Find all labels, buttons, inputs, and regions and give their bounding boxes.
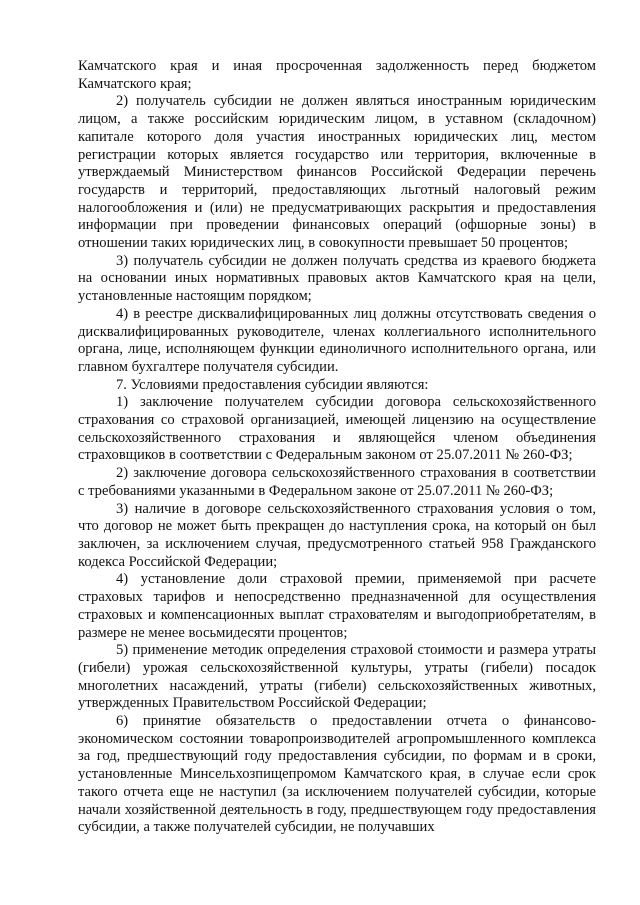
document-page <box>78 58 596 837</box>
paragraph-condition-4-premium-share: 4) установление доли страховой премии, применяемой при расчете страховых тарифов и непосредственно предназначенной для осуществления страховых и компенсационных выплат страхователям и выгодоприобретателям, в размере не менее восьмидесяти процентов; <box>78 571 596 641</box>
paragraph-continuation: Камчатского края и иная просроченная задолженность перед бюджетом Камчатского края; <box>78 58 596 92</box>
paragraph-section-7-heading: 7. Условиями предоставления субсидии являются: <box>116 376 429 393</box>
paragraph-item-3-regional-budget: 3) получатель субсидии не должен получать средства из краевого бюджета на основании иных нормативных правовых актов Камчатского края на цели, установленные настоящим порядком; <box>78 252 596 305</box>
paragraph-condition-1-insurance-contract: 1) заключение получателем субсидии договора сельскохозяйственного страхования со страховой организацией, имеющей лицензию на осуществление сельскохозяйственного страхования и являющейся членом объединения страховщиков в соответствии с Федеральным законом от 25.07.2011 № 260-ФЗ; <box>78 394 596 464</box>
paragraph-condition-2-contract-requirements: 2) заключение договора сельскохозяйственного страхования в соответствии с требованиями указанными в Федеральном законе от 25.07.2011 № 260-ФЗ; <box>78 465 596 499</box>
paragraph-item-2-foreign-entity: 2) получатель субсидии не должен являться иностранным юридическим лицом, а также российским юридическим лицом, в уставном (складочном) капитале которого доля участия иностранных юридических лиц, местом регистрации которых является государство или территория, включенные в утверждаемый Министерством финансов Российской Федерации перечень государств и территорий, предоставляющих льготный налоговый режим налогообложения и (или) не предусматривающих раскрытия и предоставления информации при проведении финансовых операций (офшорные зоны) в отношении таких юридических лиц, в совокупности превышает 50 процентов; <box>78 93 596 252</box>
paragraph-condition-6-financial-report: 6) принятие обязательств о предоставлении отчета о финансово-экономическом состоянии товаропроизводителей агропромышленного комплекса за год, предшествующий году предоставления субсидии, по формам и в сроки, установленные Минсельхозпищепромом Камчатского края, в случае если срок такого отчета еще не наступил (за исключением получателей субсидии, которые начали хозяйственной деятельность в году, предшествующем году предоставления субсидии, а также получателей субсидии, не получавших <box>78 713 596 836</box>
paragraph-item-4-disqualified-registry: 4) в реестре дисквалифицированных лиц должны отсутствовать сведения о дисквалифицированных руководителе, членах коллегиального исполнительного органа, лице, исполняющем функции единоличного исполнительного органа, или главном бухгалтере получателя субсидии. <box>78 305 596 375</box>
paragraph-condition-3-termination-clause: 3) наличие в договоре сельскохозяйственного страхования условия о том, что договор не может быть прекращен до наступления срока, на который он был заключен, за исключением случая, предусмотренного статьей 958 Гражданского кодекса Российской Федерации; <box>78 500 596 570</box>
paragraph-condition-5-valuation-methods: 5) применение методик определения страховой стоимости и размера утраты (гибели) урожая сельскохозяйственной культуры, утраты (гибели) посадок многолетних насаждений, утраты (гибели) сельскохозяйственных животных, утвержденных Правительством Российской Федерации; <box>78 642 596 712</box>
